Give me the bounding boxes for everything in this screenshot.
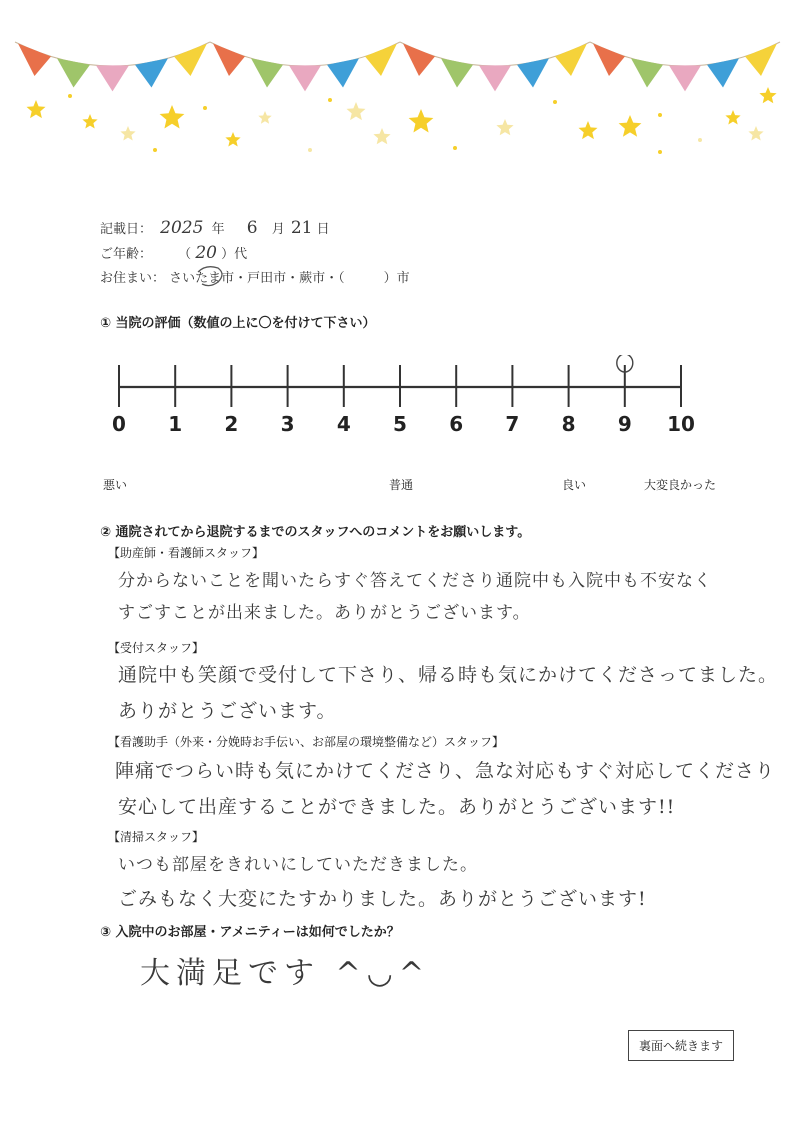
bunting-flag <box>365 43 397 75</box>
date-row <box>100 218 330 238</box>
star-decorations <box>27 87 777 154</box>
comment-cleaning-line2: ごみもなく大変にたすかりました。ありがとうございます! <box>118 888 647 910</box>
date-day-value: 21 <box>290 218 313 238</box>
section1-title: ① 当院の評価（数値の上に〇を付けて下さい） <box>100 316 376 331</box>
staff-label-cleaning: 【清掃スタッフ】 <box>108 830 205 844</box>
bunting-flag <box>555 43 587 75</box>
star-icon <box>120 126 135 141</box>
date-month-value: 6 <box>246 218 258 238</box>
date-year-unit: 年 <box>211 222 225 237</box>
bunting-flag <box>174 43 207 75</box>
comment-midwife-nurse-line2: すごすことが出来ました。ありがとうございます。 <box>118 603 531 623</box>
date-label: 記載日： <box>100 222 153 237</box>
address-options: さいたま市・戸田市・蕨市・（ ）市 <box>169 271 410 286</box>
scale-number-1[interactable]: 1 <box>168 412 183 436</box>
bunting-flag <box>707 58 739 87</box>
bunting-flag <box>289 65 321 91</box>
star-icon <box>496 119 513 135</box>
star-icon <box>373 128 390 144</box>
star-icon <box>579 121 598 139</box>
amenity-answer: 大満足です ^◡^ <box>140 956 430 991</box>
bunting-flag <box>57 58 90 87</box>
caption-good: 良い <box>562 478 587 492</box>
star-icon <box>619 115 642 137</box>
staff-label-nursing-assistant: 【看護助手（外来・分娩時お手伝い、お部屋の環境整備など）スタッフ】 <box>108 735 505 749</box>
date-month-unit: 月 <box>271 222 285 237</box>
dot-decoration <box>658 150 662 154</box>
scale-number-4[interactable]: 4 <box>336 412 351 436</box>
dot-decoration <box>658 113 662 117</box>
date-year-value: 2025 <box>160 218 204 238</box>
caption-very-good: 大変良かった <box>644 478 717 492</box>
star-icon <box>160 105 185 129</box>
bunting-flag <box>631 58 663 87</box>
star-icon <box>725 110 740 125</box>
dot-decoration <box>328 98 332 102</box>
staff-label-midwife-nurse: 【助産師・看護師スタッフ】 <box>108 546 265 560</box>
address-selection-mark <box>192 262 232 292</box>
address-label: お住まい： <box>100 271 166 286</box>
section3-title: ③ 入院中のお部屋・アメニティーは如何でしたか？ <box>100 925 400 940</box>
comment-midwife-nurse-line1: 分からないことを聞いたらすぐ答えてくださり通院中も入院中も不安なく <box>118 571 712 591</box>
scale-number-6[interactable]: 6 <box>449 412 464 436</box>
scale-number-5[interactable]: 5 <box>393 412 407 436</box>
star-icon <box>759 87 776 103</box>
bunting-flag <box>593 43 625 75</box>
comment-nursing-assistant-line1: 陣痛でつらい時も気にかけてくださり、急な対応もすぐ対応してくださり <box>115 760 776 782</box>
age-row <box>100 243 247 263</box>
scale-number-2[interactable]: 2 <box>224 412 239 436</box>
address-row <box>100 267 410 286</box>
caption-normal: 普通 <box>389 478 414 492</box>
star-icon <box>347 102 366 120</box>
comment-nursing-assistant-line2: 安心して出産することができました。ありがとうございます!! <box>118 796 676 818</box>
scale-number-3[interactable]: 3 <box>280 412 295 436</box>
bunting-flag <box>327 58 359 87</box>
bunting-decoration <box>0 0 800 170</box>
star-icon <box>82 114 97 129</box>
dot-decoration <box>698 138 702 142</box>
bunting-flag <box>745 43 777 75</box>
dot-decoration <box>553 100 557 104</box>
dot-decoration <box>308 148 312 152</box>
bunting-flag <box>18 43 51 75</box>
scale-number-8[interactable]: 8 <box>561 412 576 436</box>
caption-bad: 悪い <box>103 478 128 492</box>
scale-number-0[interactable]: 0 <box>112 412 126 436</box>
bunting-flag <box>403 43 435 75</box>
continue-on-back-button[interactable]: 裏面へ続きます <box>628 1030 734 1061</box>
age-value: 20 <box>195 243 217 263</box>
star-icon <box>409 109 434 133</box>
comment-reception-line1: 通院中も笑顔で受付して下さり、帰る時も気にかけてくださってました。 <box>118 664 779 686</box>
dot-decoration <box>453 146 457 150</box>
dot-decoration <box>68 94 72 98</box>
bunting-flag <box>213 43 245 75</box>
section2-title: ② 通院されてから退院するまでのスタッフへのコメントをお願いします。 <box>100 525 531 540</box>
bunting-flag <box>517 58 549 87</box>
age-open: （ <box>178 247 192 262</box>
bunting-flag <box>479 65 511 91</box>
bunting-flags <box>15 42 780 91</box>
age-label: ご年齢： <box>100 247 153 262</box>
age-close: ）代 <box>221 247 248 262</box>
dot-decoration <box>153 148 157 152</box>
comment-reception-line2: ありがとうございます。 <box>118 700 337 722</box>
scale-number-7[interactable]: 7 <box>505 412 520 436</box>
star-icon <box>225 132 240 147</box>
scale-number-10[interactable]: 10 <box>667 412 695 436</box>
bunting-flag <box>251 58 283 87</box>
date-day-unit: 日 <box>316 222 330 237</box>
bunting-flag <box>441 58 473 87</box>
bunting-flag <box>135 58 168 87</box>
dot-decoration <box>203 106 207 110</box>
bunting-flag <box>669 65 701 91</box>
scale-number-9[interactable]: 9 <box>617 412 632 436</box>
staff-label-reception: 【受付スタッフ】 <box>108 641 205 655</box>
comment-cleaning-line1: いつも部屋をきれいにしていただきました。 <box>118 855 478 875</box>
star-icon <box>258 111 271 124</box>
star-icon <box>27 100 46 118</box>
bunting-flag <box>96 65 129 91</box>
star-icon <box>748 126 763 141</box>
